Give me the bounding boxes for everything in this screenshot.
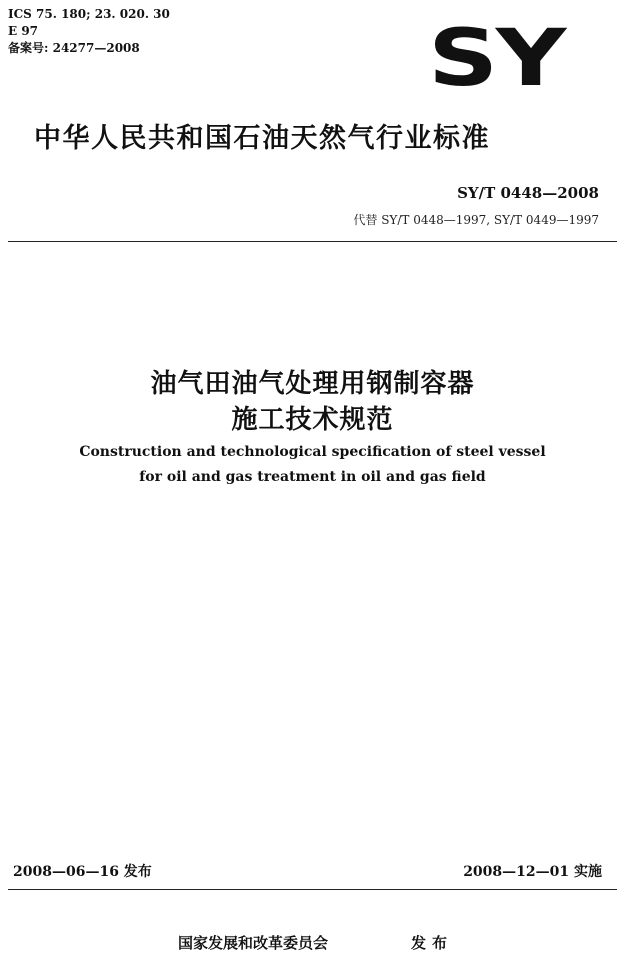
standard-number: SY/T 0448—2008 <box>457 184 599 202</box>
top-divider <box>8 241 617 242</box>
category-code: E 97 <box>8 24 39 38</box>
title-en-line1: Construction and technological specification of steel vessel <box>79 444 546 460</box>
ics-code: ICS 75. 180; 23. 020. 30 <box>8 7 170 21</box>
publish-label: 发布 <box>411 934 454 952</box>
issue-date: 2008—06—16 发布 <box>13 864 152 880</box>
replaces-note: 代替 SY/T 0448—1997, SY/T 0449—1997 <box>353 213 599 227</box>
title-cn-line2: 施工技术规范 <box>231 405 394 435</box>
title-en-line2: for oil and gas treatment in oil and gas field <box>139 469 486 485</box>
title-cn-line1: 油气田油气处理用钢制容器 <box>150 369 475 399</box>
document-meta <box>8 6 170 57</box>
industry-standard-title: 中华人民共和国石油天然气行业标准 <box>34 123 490 154</box>
issuing-authority: 国家发展和改革委员会 <box>178 934 329 952</box>
sy-logo: SY <box>428 14 564 104</box>
bottom-divider <box>8 889 617 890</box>
implementation-date: 2008—12—01 实施 <box>463 864 602 880</box>
record-number: 备案号: 24277—2008 <box>8 41 140 55</box>
